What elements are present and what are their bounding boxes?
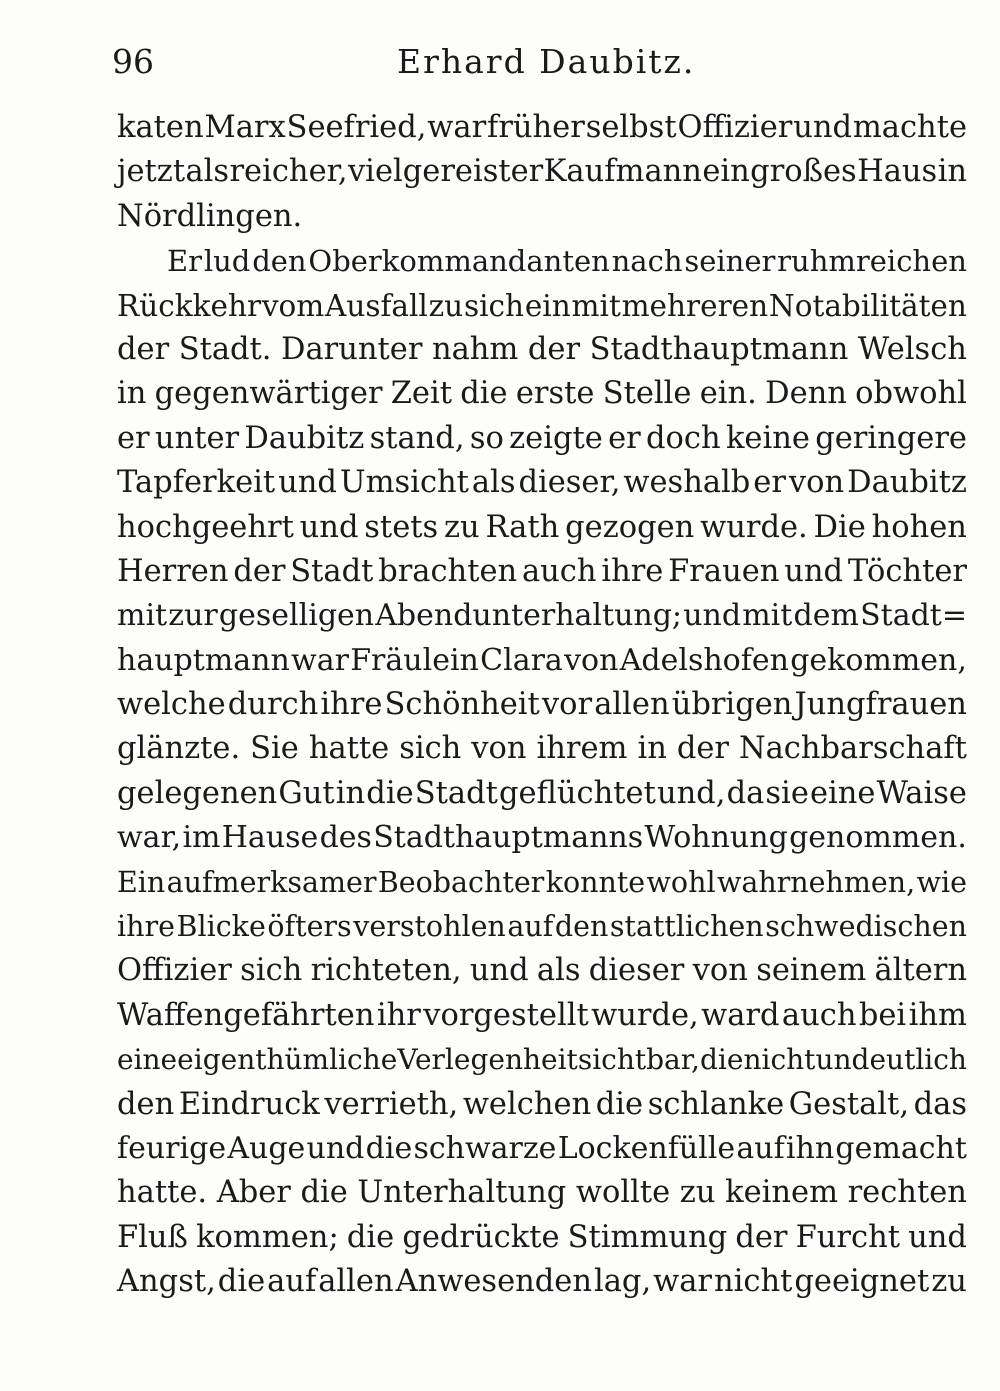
- word: Darunter: [281, 331, 423, 367]
- word: ihn: [785, 1130, 835, 1166]
- text-line: [117, 239, 967, 283]
- word: ihre: [320, 687, 383, 723]
- word: Ausfall: [325, 288, 428, 323]
- word: undeutlich: [815, 1043, 967, 1077]
- word: allen: [594, 687, 670, 723]
- word: ihrem: [536, 731, 628, 767]
- word: auch: [521, 553, 597, 589]
- word: kommen;: [196, 1219, 339, 1255]
- word: Umsicht: [339, 465, 469, 501]
- word: hochgeehrt: [117, 509, 294, 545]
- body-text: [117, 106, 967, 1305]
- word: Stadthauptmanns: [373, 820, 644, 856]
- word: und: [683, 598, 742, 634]
- text-line: [117, 328, 967, 372]
- text-line: [117, 195, 967, 239]
- word: Daubitz: [847, 465, 967, 501]
- word: zu: [931, 1264, 967, 1300]
- word: war,: [117, 820, 182, 856]
- word: Oberkommandanten: [308, 244, 610, 279]
- word: verstohlen: [353, 910, 506, 944]
- word: Gut: [278, 775, 335, 811]
- word: er: [117, 420, 150, 456]
- word: allen: [318, 1264, 394, 1300]
- word: obwohl: [855, 376, 967, 412]
- word: Die: [813, 509, 866, 545]
- word: von: [692, 953, 748, 989]
- word: die: [300, 1175, 348, 1211]
- word: Marx: [204, 110, 286, 145]
- word: war: [427, 110, 487, 145]
- word: Welsch: [857, 331, 967, 367]
- text-line: [117, 639, 967, 683]
- word: ihre: [117, 910, 175, 944]
- word: mit: [571, 288, 621, 323]
- word: den: [117, 1086, 175, 1122]
- word: war: [653, 1264, 713, 1300]
- word: Schönheit: [384, 687, 540, 723]
- word: wohl: [646, 865, 716, 899]
- word: auf: [267, 1264, 317, 1300]
- page-header: [112, 38, 942, 86]
- word: bei: [858, 997, 907, 1033]
- word: Daubitz: [244, 420, 365, 456]
- word: Jungfrauen: [794, 687, 967, 723]
- word: geflüchtet: [498, 775, 656, 811]
- word: dieser,: [518, 465, 621, 501]
- word: Nördlingen.: [117, 198, 303, 234]
- word: vor: [541, 687, 593, 723]
- word: und: [793, 110, 852, 145]
- word: auf: [736, 1130, 785, 1166]
- word: selbst: [585, 110, 677, 145]
- word: eine: [809, 775, 876, 811]
- word: Aber: [216, 1175, 291, 1211]
- word: zu: [443, 509, 480, 545]
- word: Clara: [480, 642, 563, 678]
- word: Adelshofen: [619, 642, 789, 678]
- text-line: [117, 861, 967, 905]
- word: ihr: [376, 997, 421, 1033]
- word: er: [753, 465, 786, 501]
- word: das: [913, 1086, 967, 1122]
- word: Blicke: [176, 910, 266, 944]
- text-line: [117, 506, 967, 550]
- word: er: [608, 420, 641, 456]
- word: Lockenfülle: [557, 1130, 736, 1166]
- text-line: [117, 905, 967, 949]
- word: Stadt.: [178, 331, 272, 367]
- word: Fräulein: [350, 642, 479, 678]
- word: zeigte: [509, 420, 603, 456]
- word: durch: [227, 687, 319, 723]
- word: Offizier: [677, 110, 793, 145]
- word: zu: [428, 288, 464, 323]
- word: Stadt: [290, 553, 374, 589]
- word: Verlegenheit: [397, 1043, 578, 1077]
- word: Rath: [485, 509, 560, 545]
- text-line: [117, 949, 967, 993]
- word: feurige: [117, 1130, 227, 1166]
- text-line: [117, 106, 967, 150]
- word: großes: [750, 154, 857, 190]
- word: stattlichen: [609, 910, 764, 944]
- text-line: [117, 1038, 967, 1082]
- word: wurde,: [591, 997, 699, 1033]
- word: wurde.: [700, 509, 808, 545]
- text-line: [117, 417, 967, 461]
- word: geselligen: [218, 598, 375, 634]
- word: Zeit: [390, 376, 452, 412]
- word: gemacht: [835, 1130, 967, 1166]
- word: weshalb: [623, 465, 751, 501]
- word: vielgereister: [347, 154, 544, 190]
- word: ihm: [908, 997, 967, 1033]
- word: die: [217, 1264, 266, 1300]
- word: doch: [646, 420, 721, 456]
- word: wie: [916, 865, 967, 899]
- word: ältern: [874, 953, 967, 989]
- word: Denn: [765, 376, 847, 412]
- text-line: [117, 1171, 967, 1215]
- word: jetzt: [117, 154, 186, 190]
- word: Ein: [117, 865, 166, 899]
- word: stets: [364, 509, 439, 545]
- word: und: [306, 1130, 365, 1166]
- word: schlanke: [647, 1086, 785, 1122]
- word: Tapferkeit: [117, 465, 276, 501]
- word: Frauen: [668, 553, 780, 589]
- word: eine: [117, 1043, 178, 1077]
- word: war: [291, 642, 349, 678]
- text-line: [117, 461, 967, 505]
- text-line: [117, 150, 967, 194]
- page-number: 96: [112, 42, 154, 81]
- word: so: [469, 420, 504, 456]
- word: welchen: [462, 1086, 592, 1122]
- word: gezogen: [565, 509, 695, 545]
- word: Angst,: [117, 1264, 216, 1300]
- word: mehreren: [621, 288, 769, 323]
- word: Wohnung: [644, 820, 788, 856]
- word: als: [185, 154, 230, 190]
- word: konnte: [545, 865, 646, 899]
- word: von: [788, 465, 845, 501]
- word: keinem: [725, 1175, 838, 1211]
- word: von: [471, 731, 527, 767]
- word: die: [699, 1043, 744, 1077]
- word: machte: [852, 110, 967, 145]
- word: und: [908, 1219, 967, 1255]
- word: Furcht: [795, 1219, 900, 1255]
- word: unter: [154, 420, 240, 456]
- word: glänzte.: [117, 731, 241, 767]
- word: hauptmann: [117, 642, 290, 678]
- word: der: [676, 731, 729, 767]
- word: Beobachter: [377, 865, 545, 899]
- word: Stadt=: [860, 598, 967, 634]
- word: genommen.: [789, 820, 967, 856]
- word: seinem: [756, 953, 867, 989]
- word: verrieth,: [324, 1086, 459, 1122]
- word: vorgestellt: [423, 997, 589, 1033]
- word: in: [117, 376, 147, 412]
- word: ruhmreichen: [777, 244, 967, 279]
- word: richteten,: [310, 953, 462, 989]
- word: in: [637, 731, 667, 767]
- word: nahm: [431, 331, 519, 367]
- word: welche: [117, 687, 226, 723]
- word: Waffengefährten: [117, 997, 375, 1033]
- word: sich: [240, 953, 303, 989]
- word: Fluß: [117, 1219, 188, 1255]
- word: ein: [702, 154, 750, 190]
- word: ward: [701, 997, 780, 1033]
- word: zu: [679, 1175, 716, 1211]
- text-line: [117, 994, 967, 1038]
- word: sie: [765, 775, 809, 811]
- word: in: [335, 775, 366, 811]
- word: erste: [515, 376, 595, 412]
- word: Rückkehr: [117, 288, 262, 323]
- word: Gestalt,: [788, 1086, 910, 1122]
- word: der: [527, 331, 581, 367]
- word: des: [319, 820, 372, 856]
- word: sich: [463, 288, 525, 323]
- word: zur: [168, 598, 218, 634]
- text-line: [117, 594, 967, 638]
- word: nicht: [743, 1043, 816, 1077]
- word: Hause: [221, 820, 319, 856]
- text-line: [117, 1083, 967, 1127]
- word: Stimmung: [567, 1219, 728, 1255]
- word: Notabilitäten: [768, 288, 967, 323]
- word: dieser: [588, 953, 685, 989]
- word: Unterhaltung: [357, 1175, 567, 1211]
- word: seiner: [684, 244, 776, 279]
- word: gedrückte: [402, 1219, 560, 1255]
- word: hatte: [308, 731, 390, 767]
- word: Töchter: [847, 553, 967, 589]
- word: lud: [203, 244, 251, 279]
- word: den: [554, 910, 609, 944]
- word: stand,: [369, 420, 465, 456]
- word: geeignet: [794, 1264, 930, 1300]
- word: nicht: [714, 1264, 793, 1300]
- word: wahrnehmen,: [716, 865, 916, 899]
- word: da: [726, 775, 765, 811]
- word: dem: [793, 598, 859, 634]
- text-line: [117, 772, 967, 816]
- word: gegenwärtiger: [154, 376, 383, 412]
- word: ein: [524, 288, 571, 323]
- word: die: [365, 1130, 413, 1166]
- word: als: [536, 953, 581, 989]
- word: übrigen: [671, 687, 793, 723]
- word: von: [564, 642, 619, 678]
- word: katen: [117, 110, 204, 145]
- word: rechten: [847, 1175, 967, 1211]
- word: reicher,: [229, 154, 348, 190]
- word: aufmerksamer: [166, 865, 377, 899]
- word: Auge: [227, 1130, 306, 1166]
- word: der: [117, 331, 170, 367]
- word: und,: [656, 775, 726, 811]
- word: Nachbarschaft: [738, 731, 967, 767]
- word: sichtbar,: [577, 1043, 700, 1077]
- word: gelegenen: [117, 775, 278, 811]
- word: keine: [725, 420, 810, 456]
- word: in: [937, 154, 967, 190]
- word: Haus: [857, 154, 938, 190]
- word: Anwesenden: [395, 1264, 592, 1300]
- word: Seefried,: [286, 110, 427, 145]
- word: mit: [742, 598, 793, 634]
- running-title: Erhard Daubitz.: [397, 42, 696, 81]
- word: nach: [611, 244, 683, 279]
- text-line: [117, 683, 967, 727]
- word: und: [299, 509, 359, 545]
- word: gekommen,: [790, 642, 967, 678]
- text-line: [117, 550, 967, 594]
- word: eigenthümliche: [177, 1043, 398, 1077]
- word: wollte: [575, 1175, 671, 1211]
- word: vom: [261, 288, 325, 323]
- word: sich: [399, 731, 462, 767]
- word: die: [366, 775, 414, 811]
- word: als: [471, 465, 516, 501]
- text-line: [117, 1216, 967, 1260]
- word: und: [469, 953, 529, 989]
- word: ein.: [699, 376, 757, 412]
- word: Sie: [250, 731, 299, 767]
- word: hatte.: [117, 1175, 208, 1211]
- word: Stadt: [414, 775, 498, 811]
- word: schwarze: [413, 1130, 557, 1166]
- word: die: [595, 1086, 644, 1122]
- word: und: [278, 465, 337, 501]
- word: die: [460, 376, 508, 412]
- word: hohen: [871, 509, 967, 545]
- text-line: [117, 727, 967, 771]
- word: schwedischen: [765, 910, 967, 944]
- word: der: [233, 553, 286, 589]
- text-line: [117, 1260, 967, 1304]
- word: Er: [167, 244, 203, 279]
- word: die: [346, 1219, 395, 1255]
- word: und: [784, 553, 844, 589]
- text-line: [117, 1127, 967, 1171]
- word: brachten: [378, 553, 518, 589]
- word: mit: [117, 598, 168, 634]
- word: lag,: [593, 1264, 652, 1300]
- word: geringere: [815, 420, 967, 456]
- text-line: [117, 816, 967, 860]
- word: Kaufmann: [543, 154, 702, 190]
- word: Offizier: [117, 953, 232, 989]
- word: ihre: [601, 553, 664, 589]
- word: öfters: [267, 910, 352, 944]
- word: Stelle: [602, 376, 692, 412]
- word: im: [182, 820, 221, 856]
- word: den: [252, 244, 307, 279]
- word: früher: [487, 110, 585, 145]
- text-line: [117, 372, 967, 416]
- word: Eindruck: [178, 1086, 320, 1122]
- word: auf: [507, 910, 554, 944]
- word: Abendunterhaltung;: [375, 598, 683, 634]
- word: Waise: [876, 775, 967, 811]
- word: auch: [781, 997, 857, 1033]
- word: Herren: [117, 553, 229, 589]
- word: der: [735, 1219, 788, 1255]
- word: Stadthauptmann: [589, 331, 849, 367]
- text-line: [117, 284, 967, 328]
